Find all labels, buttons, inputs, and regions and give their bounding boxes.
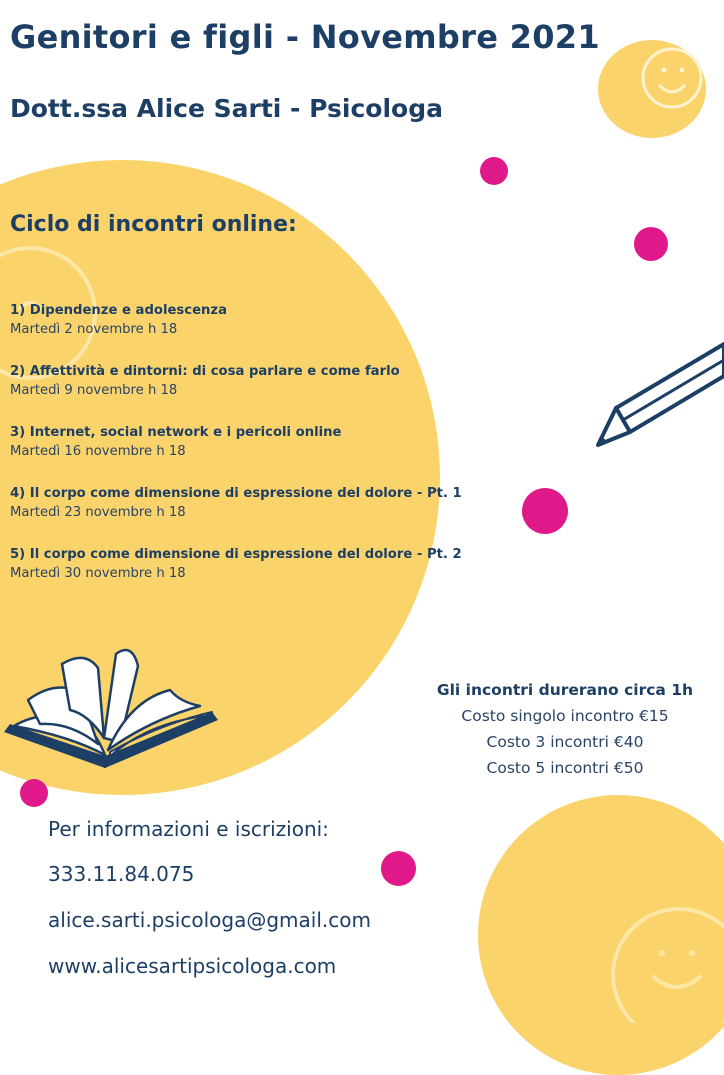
event-title: 4) Il corpo come dimensione di espressione del dolore - Pt. 1	[10, 486, 462, 501]
pricing-block	[420, 677, 710, 781]
program-heading: Ciclo di incontri online:	[10, 212, 297, 237]
decorative-dot	[522, 488, 568, 534]
event-item	[10, 424, 480, 462]
event-item	[10, 363, 480, 401]
price-five: Costo 5 incontri €50	[486, 759, 644, 777]
decorative-dot	[381, 851, 416, 886]
smiley-outline-icon	[604, 905, 724, 1023]
page-title: Genitori e figli - Novembre 2021	[10, 18, 600, 56]
smiley-icon	[640, 46, 704, 110]
contact-phone[interactable]: 333.11.84.075	[48, 862, 195, 886]
event-item	[10, 302, 480, 340]
event-date: Martedì 23 novembre h 18	[10, 505, 186, 520]
event-list	[10, 302, 480, 607]
price-three: Costo 3 incontri €40	[486, 733, 644, 751]
event-title: 1) Dipendenze e adolescenza	[10, 303, 227, 318]
event-date: Martedì 9 novembre h 18	[10, 383, 178, 398]
decorative-dot	[20, 779, 48, 807]
contact-heading: Per informazioni e iscrizioni:	[48, 817, 329, 841]
event-item	[10, 485, 480, 523]
event-date: Martedì 30 novembre h 18	[10, 566, 186, 581]
decorative-dot	[480, 157, 508, 185]
decorative-dot	[634, 227, 668, 261]
open-book-icon	[0, 640, 225, 780]
contact-website[interactable]: www.alicesartipsicologa.com	[48, 954, 337, 978]
pencil-icon	[590, 340, 724, 455]
event-title: 5) Il corpo come dimensione di espressione del dolore - Pt. 2	[10, 547, 462, 562]
event-title: 2) Affettività e dintorni: di cosa parlare e come farlo	[10, 364, 400, 379]
event-item	[10, 546, 480, 584]
event-date: Martedì 16 novembre h 18	[10, 444, 186, 459]
price-single: Costo singolo incontro €15	[461, 707, 669, 725]
duration-note: Gli incontri durerano circa 1h	[436, 681, 694, 699]
contact-email[interactable]: alice.sarti.psicologa@gmail.com	[48, 908, 371, 932]
page-subtitle: Dott.ssa Alice Sarti - Psicologa	[10, 94, 443, 123]
event-date: Martedì 2 novembre h 18	[10, 322, 178, 337]
event-title: 3) Internet, social network e i pericoli online	[10, 425, 342, 440]
